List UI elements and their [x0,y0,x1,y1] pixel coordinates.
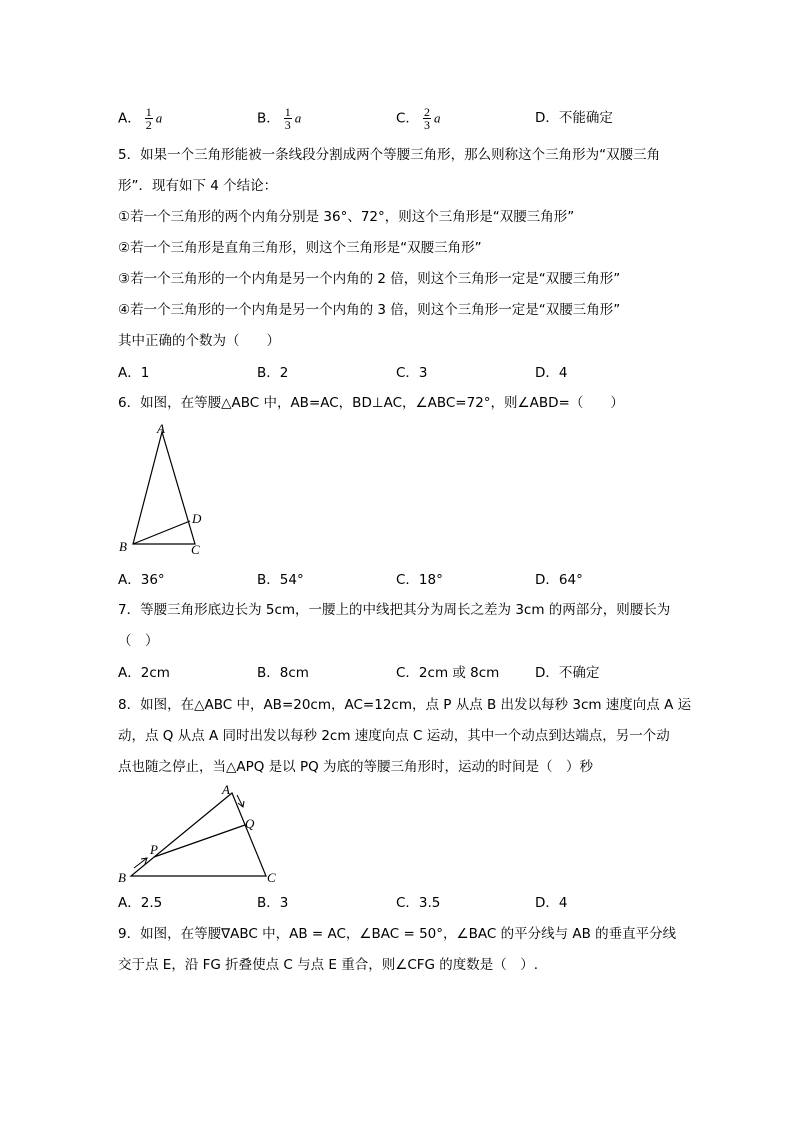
q5-option-c[interactable]: C．3 [396,365,428,381]
q6-stem: 6．如图，在等腰△ABC 中，AB=AC，BD⊥AC，∠ABC=72°，则∠ABD=（ ） [118,395,624,411]
q4-options [118,106,718,130]
q8-stem-line-2: 动，点 Q 从点 A 同时出发以每秒 2cm 速度向点 C 运动，其中一个动点到达端点，另一个动 [118,728,670,744]
q5-option-a[interactable]: A．1 [118,365,150,381]
q5-question: 其中正确的个数为（ ） [118,333,280,349]
q7-option-a[interactable]: A．2cm [118,665,170,681]
label-c: C [267,870,276,885]
q8-triangle-figure [112,778,292,888]
q4-option-c[interactable]: C． $\frac{2}{3}$ a [396,105,441,132]
segment-pq [154,825,245,857]
q8-stem-line-3: 点也随之停止，当△APQ 是以 PQ 为底的等腰三角形时，运动的时间是（ ）秒 [118,759,594,775]
label-b: B [118,870,126,885]
q8-option-a[interactable]: A．2.5 [118,895,163,911]
q5-stem-line-1: 5．如果一个三角形能被一条线段分割成两个等腰三角形，那么则称这个三角形为“双腰三角 [118,147,661,163]
q5-option-b[interactable]: B．2 [257,365,289,381]
q8-option-b[interactable]: B．3 [257,895,289,911]
q7-stem-line-1: 7．等腰三角形底边长为 5cm，一腰上的中线把其分为周长之差为 3cm 的两部分，则腰长为 [118,602,671,618]
q5-conclusion-3: ③若一个三角形的一个内角是另一个内角的 2 倍，则这个三角形一定是“双腰三角形” [118,271,621,287]
segment-bd [133,521,190,544]
q5-options [118,362,718,386]
label-a: A [222,782,230,797]
q6-option-c[interactable]: C．18° [396,572,443,588]
q6-triangle-figure [112,420,222,560]
label-d: D [192,511,202,526]
q6-option-b[interactable]: B．54° [257,572,304,588]
q4-option-b[interactable]: B． $\frac{1}{3}$ a [257,105,302,132]
q8-option-d[interactable]: D．4 [535,895,568,911]
label-p: P [150,842,158,857]
q5-stem-line-2: 形”．现有如下 4 个结论： [118,178,278,194]
triangle-abc [133,432,195,544]
q7-stem-line-2: （ ） [118,633,159,649]
q8-options [118,892,718,916]
label-a: A [157,421,165,436]
label-c: C [191,542,200,557]
q4-option-d[interactable]: D．不能确定 [535,110,613,126]
fraction: $\frac{2}{3}$ [423,105,430,132]
triangle-abc [131,793,266,876]
q9-stem-line-1: 9．如图，在等腰∇ABC 中，AB = AC，∠BAC = 50°，∠BAC 的平分线与 AB 的垂直平分线 [118,926,677,942]
fraction: $\frac{1}{2}$ [145,105,152,132]
q7-options [118,662,718,686]
q8-stem-line-1: 8．如图，在△ABC 中，AB=20cm，AC=12cm，点 P 从点 B 出发以每秒 3cm 速度向点 A 运 [118,697,692,713]
q5-conclusion-2: ②若一个三角形是直角三角形，则这个三角形是“双腰三角形” [118,240,482,256]
q5-conclusion-1: ①若一个三角形的两个内角分别是 36°、72°，则这个三角形是“双腰三角形” [118,209,575,225]
fraction: $\frac{1}{3}$ [284,105,291,132]
q5-option-d[interactable]: D．4 [535,365,568,381]
q7-option-c[interactable]: C．2cm 或 8cm [396,665,500,681]
q7-option-b[interactable]: B．8cm [257,665,309,681]
q5-conclusion-4: ④若一个三角形的一个内角是另一个内角的 3 倍，则这个三角形一定是“双腰三角形” [118,302,621,318]
q8-option-c[interactable]: C．3.5 [396,895,441,911]
q7-option-d[interactable]: D．不确定 [535,665,600,681]
q4-option-a[interactable]: A． $\frac{1}{2}$ a [118,105,163,132]
q6-option-d[interactable]: D．64° [535,572,583,588]
q6-options [118,569,718,593]
label-b: B [119,539,127,554]
q6-option-a[interactable]: A．36° [118,572,165,588]
label-q: Q [245,816,255,831]
q9-stem-line-2: 交于点 E，沿 FG 折叠使点 C 与点 E 重合，则∠CFG 的度数是（ ）. [118,957,539,973]
